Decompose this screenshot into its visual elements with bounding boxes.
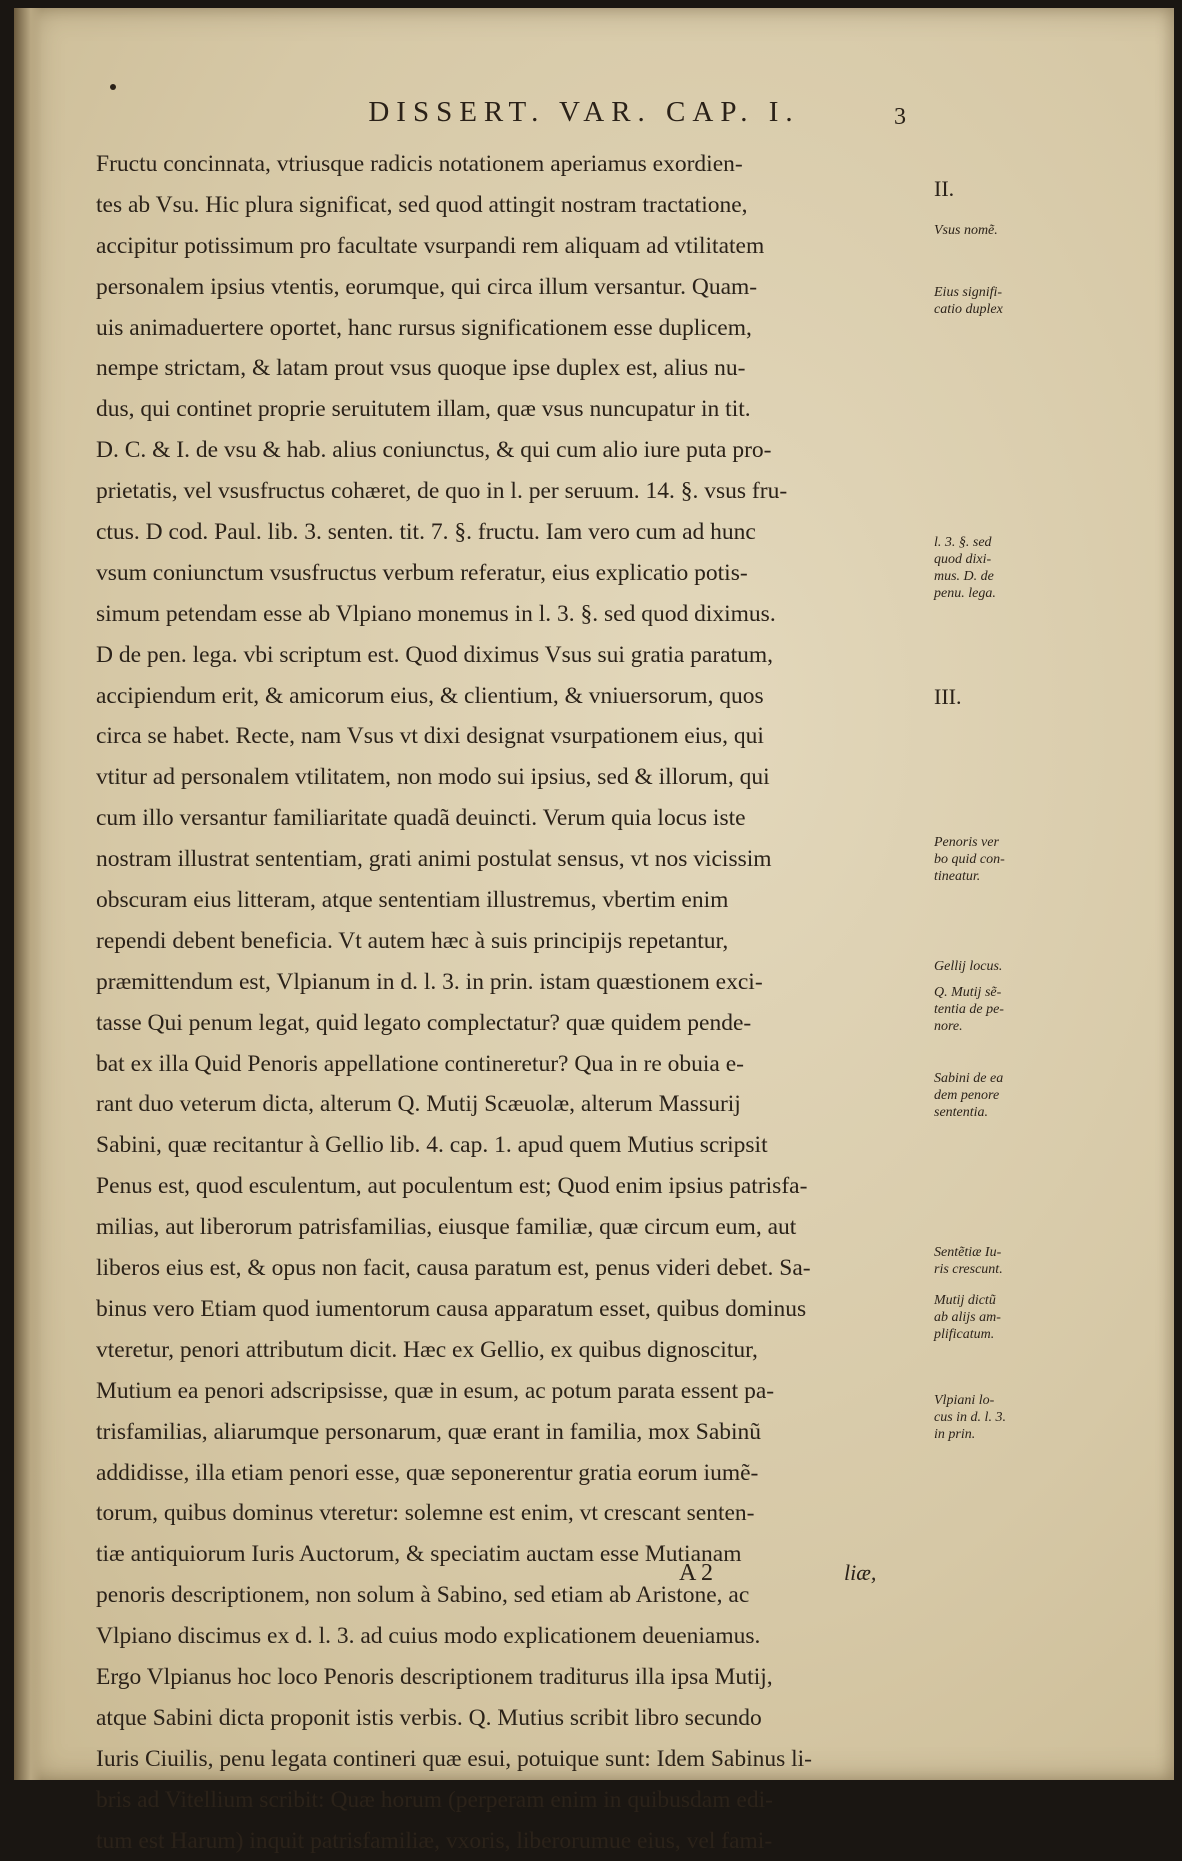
text-line: Fructu concinnata, vtriusque radicis notationem aperiamus exordien- <box>96 151 743 177</box>
margin-note <box>934 1070 1064 1121</box>
margin-note-line: bo quid con- <box>934 852 1005 867</box>
text-line: torum, quibus dominus vteretur: solemne est enim, vt crescant senten- <box>96 1500 755 1527</box>
text-line: Mutium ea penori adscripsisse, quæ in esum, ac potum parata essent pa- <box>96 1377 775 1404</box>
text-line: bat ex illa Quid Penoris appellatione contineretur? Qua in re obuia e- <box>96 1050 744 1077</box>
margin-note-line: Gellij locus. <box>934 959 1003 974</box>
catchword: liæ, <box>844 1560 877 1585</box>
margin-note-line: Eius signifi- <box>934 285 1003 300</box>
margin-note-line: Vlpiani lo- <box>934 1393 995 1408</box>
text-line: accipiendum erit, & amicorum eius, & clientium, & vniuersorum, quos <box>96 682 764 709</box>
text-line: dus, qui continet proprie seruitutem illam, quæ vsus nuncupatur in tit. <box>96 396 751 423</box>
margin-note-line: sententia. <box>934 1105 989 1120</box>
margin-note-line: mus. D. de <box>934 569 994 584</box>
text-line: bris ad Vitellium scribit: Quæ horum (perperam enim in quibusdam edi- <box>96 1786 773 1813</box>
margin-note <box>934 222 1064 239</box>
text-line: milias, aut liberorum patrisfamilias, eiusque familiæ, quæ circum eum, aut <box>96 1214 797 1241</box>
text-line: rant duo veterum dicta, alterum Q. Mutij Scæuolæ, alterum Massurij <box>96 1091 741 1118</box>
text-line: simum petendam esse ab Vlpiano monemus in l. 3. §. sed quod diximus. <box>96 600 776 627</box>
margin-note-line: l. 3. §. sed <box>934 535 992 550</box>
margin-note <box>934 176 1064 202</box>
text-line: tes ab Vsu. Hic plura significat, sed quod attingit nostram tractatione, <box>96 191 748 218</box>
text-line: personalem ipsius vtentis, eorumque, qui circa illum versantur. Quam- <box>96 273 758 300</box>
text-line: atque Sabini dicta proponit istis verbis. Q. Mutius scribit libro secundo <box>96 1704 762 1731</box>
margin-note-line: cus in d. l. 3. <box>934 1410 1006 1425</box>
text-line: vteretur, penori attributum dicit. Hæc ex Gellio, ex quibus dignoscitur, <box>96 1336 758 1363</box>
text-line: vtitur ad personalem vtilitatem, non modo sui ipsius, sed & illorum, qui <box>96 764 770 791</box>
margin-note-line: quod dixi- <box>934 552 992 567</box>
text-line: nempe strictam, & latam prout vsus quoque ipse duplex est, alius nu- <box>96 355 746 382</box>
margin-note <box>934 684 1064 710</box>
page-gutter <box>14 8 42 1780</box>
margin-note-line: Sentẽtiæ Iu- <box>934 1245 1002 1260</box>
text-line: Iuris Ciuilis, penu legata contineri quæ esui, potuique sunt: Idem Sabinus li- <box>96 1745 813 1772</box>
margin-note-line: Sabini de ea <box>934 1071 1004 1086</box>
margin-note <box>934 958 1064 975</box>
margin-note <box>934 534 1064 602</box>
text-line: D. C. & I. de vsu & hab. alius coniunctus, & qui cum alio iure puta pro- <box>96 437 772 464</box>
text-line: Sabini, quæ recitantur à Gellio lib. 4. cap. 1. apud quem Mutius scripsit <box>96 1132 768 1159</box>
text-line: cum illo versantur familiaritate quadã deuincti. Verum quia locus iste <box>96 805 746 832</box>
book-page <box>14 8 1174 1854</box>
margin-note-line: ab alijs am- <box>934 1310 1001 1325</box>
margin-note <box>934 984 1064 1035</box>
text-line: prietatis, vel vsusfructus cohæret, de quo in l. per seruum. 14. §. vsus fru- <box>96 478 788 505</box>
text-line: ctus. D cod. Paul. lib. 3. senten. tit. 7. §. fructu. Iam vero cum ad hunc <box>96 519 756 546</box>
margin-note <box>934 1244 1064 1278</box>
margin-note-line: tineatur. <box>934 869 981 884</box>
text-line: tum est Harum) inquit patrisfamiliæ, vxoris, liberorumue eius, vel fami- <box>96 1827 773 1854</box>
text-line: rependi debent beneficia. Vt autem hæc à suis principijs repetantur, <box>96 927 729 954</box>
text-line: tasse Qui penum legat, quid legato complectatur? quæ quidem pende- <box>96 1009 752 1036</box>
text-line: penoris descriptionem, non solum à Sabino, sed etiam ab Aristone, ac <box>96 1582 750 1609</box>
text-line: trisfamilias, aliarumque personarum, quæ erant in familia, mox Sabinũ <box>96 1418 762 1445</box>
margin-note-line: II. <box>934 176 955 201</box>
margin-note-line: Mutij dictũ <box>934 1293 996 1308</box>
text-line: accipitur potissimum pro facultate vsurpandi rem aliquam ad vtilitatem <box>96 232 765 259</box>
text-line: obscuram eius litteram, atque sententiam illustremus, vbertim enim <box>96 887 729 914</box>
margin-note-line: ris crescunt. <box>934 1262 1003 1277</box>
text-line: Vlpiano discimus ex d. l. 3. ad cuius modo explicationem deueniamus. <box>96 1623 761 1650</box>
page-number: 3 <box>894 104 906 130</box>
text-line: D de pen. lega. vbi scriptum est. Quod diximus Vsus sui gratia paratum, <box>96 641 774 668</box>
text-line: liberos eius est, & opus non facit, causa paratum est, penus videri debet. Sa- <box>96 1255 811 1282</box>
margin-note <box>934 1292 1064 1343</box>
running-header: DISSERT. VAR. CAP. I. <box>368 96 800 128</box>
margin-note-line: nore. <box>934 1019 963 1034</box>
margin-note-line: dem penore <box>934 1088 1000 1103</box>
margin-note-line: Q. Mutij sẽ- <box>934 985 1002 1000</box>
margin-note-line: Vsus nomẽ. <box>934 223 998 238</box>
margin-note <box>934 1392 1064 1443</box>
margin-note-line: Penoris ver <box>934 835 999 850</box>
margin-note-line: III. <box>934 684 962 709</box>
text-line: tiæ antiquiorum Iuris Auctorum, & speciatim auctam esse Mutianam <box>96 1541 742 1568</box>
text-line: Ergo Vlpianus hoc loco Penoris descriptionem traditurus illa ipsa Mutij, <box>96 1663 773 1690</box>
signature-mark: A 2 <box>679 1560 714 1586</box>
margin-note-line: penu. lega. <box>934 586 996 601</box>
text-line: nostram illustrat sententiam, grati animi postulat sensus, vt nos vicissim <box>96 846 772 873</box>
text-line: circa se habet. Recte, nam Vsus vt dixi designat vsurpationem eius, qui <box>96 723 764 750</box>
margin-note-line: tentia de pe- <box>934 1002 1004 1017</box>
margin-note <box>934 834 1064 885</box>
ink-dot <box>110 84 116 90</box>
text-line: Penus est, quod esculentum, aut poculentum est; Quod enim ipsius patrisfa- <box>96 1173 808 1200</box>
text-line: binus vero Etiam quod iumentorum causa apparatum esset, quibus dominus <box>96 1295 807 1322</box>
margin-note <box>934 284 1064 318</box>
text-line: vsum coniunctum vsusfructus verbum referatur, eius explicatio potis- <box>96 559 748 586</box>
margin-note-line: in prin. <box>934 1427 976 1442</box>
main-text-block <box>96 144 951 1861</box>
margin-note-line: plificatum. <box>934 1327 995 1342</box>
text-line: addidisse, illa etiam penori esse, quæ seponerentur gratia eorum iumẽ- <box>96 1459 759 1486</box>
text-line: præmittendum est, Vlpianum in d. l. 3. in prin. istam quæstionem exci- <box>96 968 763 995</box>
text-line: uis animaduertere oportet, hanc rursus significationem esse duplicem, <box>96 314 752 341</box>
margin-note-line: catio duplex <box>934 302 1003 317</box>
